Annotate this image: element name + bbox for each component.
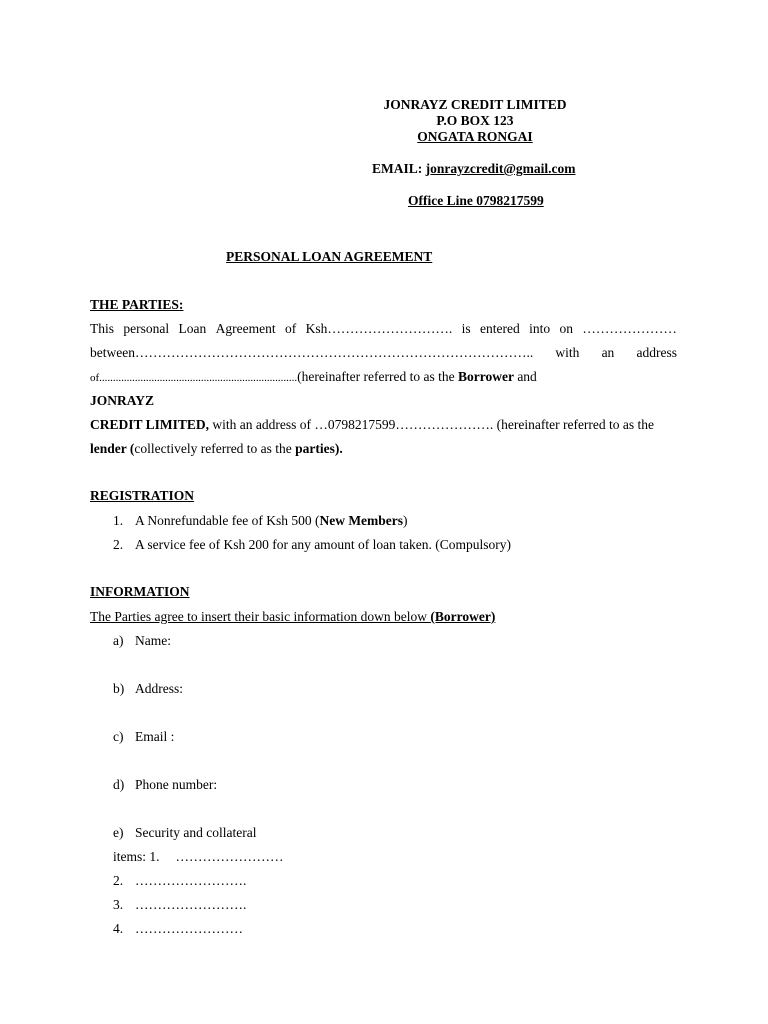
parties-line-6 [90,441,343,457]
list-number: 2. [113,537,124,552]
word: Loan [178,321,207,336]
list-number: 4. [113,921,124,936]
lender-address-text: with an address of …0798217599…………………. (hereinafter referred to as the [209,417,655,432]
loan-amount-blank: Ksh………………………. [305,321,453,336]
word: is [461,321,471,336]
collateral-item-1 [113,849,284,865]
information-intro [90,609,495,625]
collateral-item-3 [113,897,246,913]
word: Agreement [215,321,276,336]
word: into [529,321,551,336]
item-text: A service fee of Ksh 200 for any amount of loan taken. (Compulsory) [135,537,512,552]
item-text: A Nonrefundable fee of Ksh 500 ( [135,513,320,528]
word: address [636,345,677,360]
items-label: items: 1. [113,849,160,864]
collateral-item-4 [113,921,243,937]
and-text: and [513,369,537,384]
date-blank: ………………… [582,321,677,336]
registration-heading: REGISTRATION [90,488,195,503]
information-heading: INFORMATION [90,584,190,599]
word: entered [480,321,520,336]
collateral-blank: ……………………. [135,897,247,912]
word: on [559,321,574,336]
field-label: Phone number: [135,777,218,792]
word: with [555,345,580,360]
borrower-name-blank: between…………………………………………………………………………….. [90,345,534,360]
list-letter: a) [113,633,124,648]
word: of [284,321,297,336]
field-security [113,825,256,841]
parties-term: parties). [295,441,343,456]
list-letter: c) [113,729,124,744]
parties-line-1 [90,321,677,337]
field-phone [113,777,217,793]
parties-heading: THE PARTIES: [90,297,184,312]
office-line: Office Line 0798217599 [408,193,544,208]
collateral-blank: …………………… [135,921,243,936]
list-number: 3. [113,897,124,912]
parties-line-3 [90,369,537,386]
email-address[interactable]: jonrayzcredit@gmail.com [425,161,576,176]
company-name: JONRAYZ CREDIT LIMITED [383,97,567,112]
po-box: P.O BOX 123 [436,113,514,128]
company-location: ONGATA RONGAI [417,129,533,144]
lender-term: lender ( [90,441,135,456]
field-address [113,681,183,697]
parties-line-4: JONRAYZ [90,393,155,408]
parties-line-2 [90,345,677,361]
registration-item-2 [113,537,511,553]
collectively-text: collectively referred to as the [134,441,296,456]
borrower-tag: (Borrower) [430,609,496,624]
new-members-term: New Members [319,513,404,528]
email-line [372,161,576,177]
word: personal [123,321,170,336]
field-label: Security and collateral [135,825,257,840]
word: This [90,321,115,336]
field-label: Address: [135,681,183,696]
registration-item-1 [113,513,408,529]
email-label: EMAIL: [372,161,423,176]
list-letter: d) [113,777,125,792]
word: an [601,345,615,360]
lender-name: CREDIT LIMITED, [90,417,210,432]
parties-line-5 [90,417,654,433]
field-name [113,633,171,649]
borrower-term: Borrower [457,369,514,384]
list-letter: b) [113,681,125,696]
list-number: 1. [113,513,124,528]
collateral-blank: ……………………. [135,873,247,888]
hereinafter-text: (hereinafter referred to as the [297,369,458,384]
collateral-blank: …………………… [175,849,284,864]
borrower-address-blank: of........................................................................ [90,372,298,384]
collateral-item-2 [113,873,246,889]
field-label: Email : [135,729,175,744]
field-email [113,729,174,745]
intro-text: The Parties agree to insert their basic information down below [90,609,431,624]
document-title: PERSONAL LOAN AGREEMENT [226,249,433,264]
list-letter: e) [113,825,124,840]
item-text-end: ) [403,513,408,528]
field-label: Name: [135,633,171,648]
list-number: 2. [113,873,124,888]
